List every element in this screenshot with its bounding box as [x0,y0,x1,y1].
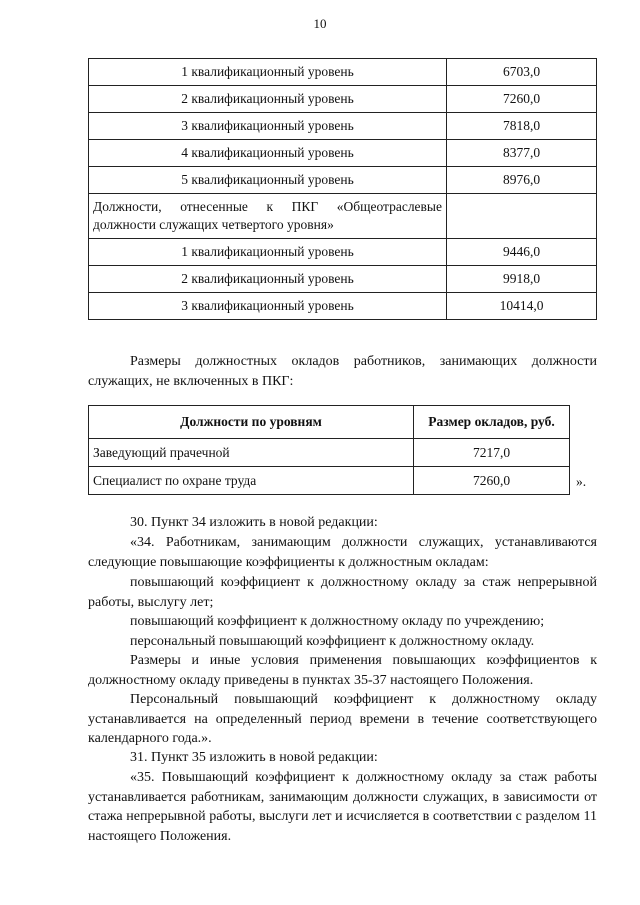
table-row [89,467,570,495]
other-positions-table [88,405,570,495]
salary-value: 7260,0 [447,86,597,113]
level-label: 5 квалификационный уровень [89,167,447,194]
table-row [89,140,597,167]
table-row [89,293,597,320]
page-number: 10 [313,16,327,31]
salary-value: 10414,0 [447,293,597,320]
intro-paragraph: Размеры должностных окладов работников, занимающих должности служащих, не включенных в ПКГ: [88,354,597,389]
table-row [89,266,597,293]
salary-value: 6703,0 [447,59,597,86]
level-label: 1 квалификационный уровень [89,239,447,266]
empty-cell [447,194,597,239]
paragraph-34-sizes: Размеры и иные условия применения повышающих коэффициентов к должностному окладу приведены в пунктах 35-37 настоящего Положения. [88,653,597,688]
paragraph-35: «35. Повышающий коэффициент к должностному окладу за стаж работы устанавливается работникам, занимающим должности служащих, в зависимости от стажа непрерывной работы, выслуги лет и исчисляется в соответствии с разделом 11 настоящего Положения. [88,770,597,844]
table-row [89,167,597,194]
group-label: Должности, отнесенные к ПКГ «Общеотраслевые должности служащих четвертого уровня» [89,194,447,239]
salary-value: 8377,0 [447,140,597,167]
closing-quote: ». [576,474,587,489]
table-group-row [89,194,597,239]
header-salary: Размер окладов, руб. [414,406,570,439]
level-label: 4 квалификационный уровень [89,140,447,167]
table-row [89,59,597,86]
salary-value: 7217,0 [414,439,570,467]
paragraph-34-intro: «34. Работникам, занимающим должности служащих, устанавливаются следующие повышающие коэффициенты к должностным окладам: [88,535,597,570]
level-label: 2 квалификационный уровень [89,266,447,293]
salary-value: 9446,0 [447,239,597,266]
level-label: 3 квалификационный уровень [89,113,447,140]
table-row [89,239,597,266]
paragraph-30: 30. Пункт 34 изложить в новой редакции: [130,515,378,530]
salary-value: 7260,0 [414,467,570,495]
table-row [89,113,597,140]
paragraph-34-item-3: персональный повышающий коэффициент к должностному окладу. [130,634,535,649]
salary-value: 7818,0 [447,113,597,140]
salary-levels-table [88,58,597,320]
paragraph-34-personal: Персональный повышающий коэффициент к должностному окладу устанавливается на определенный период времени в течение соответствующего календарного года.». [88,692,597,746]
table-header-row [89,406,570,439]
level-label: 3 квалификационный уровень [89,293,447,320]
paragraph-34-item-2: повышающий коэффициент к должностному окладу по учреждению; [130,614,545,629]
table-row [89,439,570,467]
paragraph-34-item-1: повышающий коэффициент к должностному окладу за стаж непрерывной работы, выслугу лет; [88,575,597,610]
header-positions: Должности по уровням [89,406,414,439]
level-label: 2 квалификационный уровень [89,86,447,113]
table-row [89,86,597,113]
position-name: Заведующий прачечной [89,439,414,467]
paragraph-31: 31. Пункт 35 изложить в новой редакции: [130,750,378,765]
salary-value: 8976,0 [447,167,597,194]
salary-value: 9918,0 [447,266,597,293]
position-name: Специалист по охране труда [89,467,414,495]
level-label: 1 квалификационный уровень [89,59,447,86]
